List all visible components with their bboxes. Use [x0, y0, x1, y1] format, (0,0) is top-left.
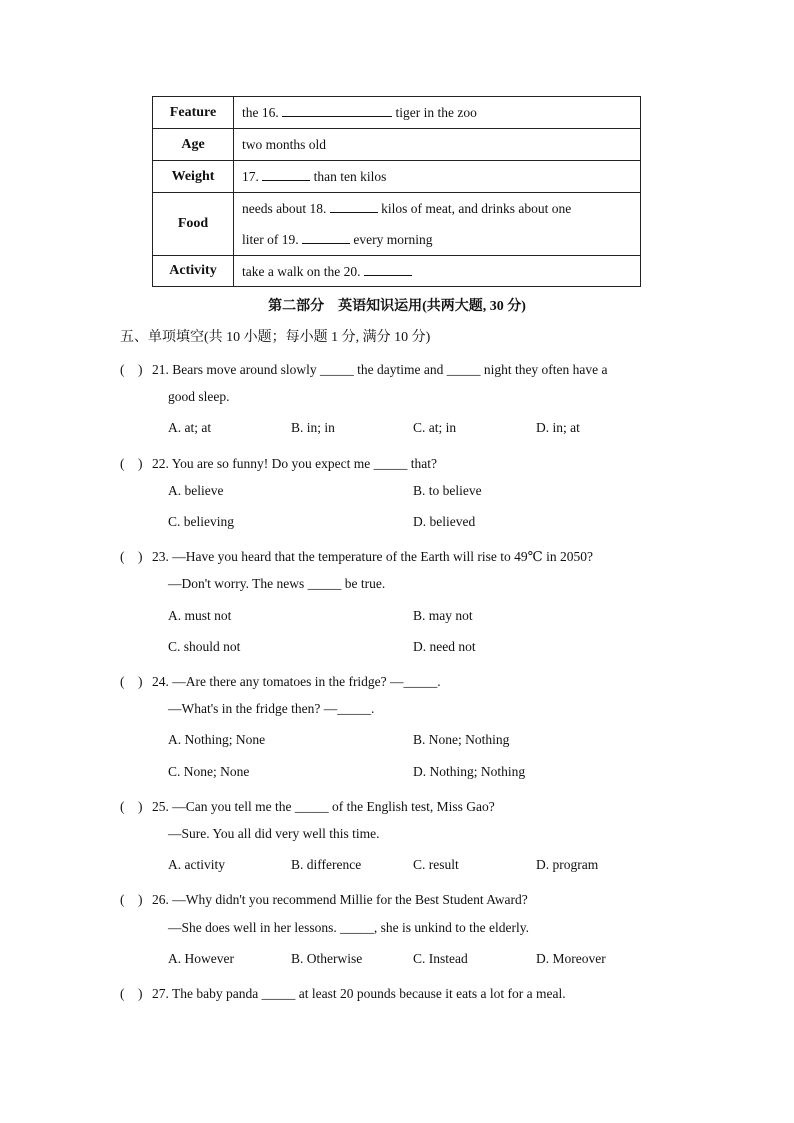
option-d[interactable]: D. in; at — [536, 420, 580, 435]
question-stem: 22. You are so funny! Do you expect me _____ that? — [152, 456, 437, 471]
option-a[interactable]: A. at; at — [168, 420, 212, 435]
answer-blank-17[interactable] — [262, 168, 310, 181]
option-c[interactable]: C. at; in — [413, 420, 457, 435]
question-26 — [120, 888, 528, 908]
option-a[interactable]: A. must not — [168, 608, 232, 623]
value-text: than ten kilos — [310, 169, 387, 184]
question-stem: 25. —Can you tell me the _____ of the English test, Miss Gao? — [152, 799, 495, 814]
option-d[interactable]: D. program — [536, 857, 599, 872]
question-stem-cont: —Don't worry. The news _____ be true. — [168, 576, 386, 591]
option-d[interactable]: D. need not — [413, 639, 476, 654]
table-row — [153, 256, 641, 287]
panda-feature-table — [152, 96, 641, 287]
value-text: take a walk on the 20. — [242, 263, 364, 279]
question-25 — [120, 795, 495, 815]
answer-paren[interactable]: ( ) — [120, 799, 143, 814]
option-d[interactable]: D. believed — [413, 514, 476, 529]
option-d[interactable]: D. Nothing; Nothing — [413, 764, 526, 779]
option-c[interactable]: C. None; None — [168, 764, 250, 779]
value-text: 17. — [242, 169, 263, 184]
row-key: Age — [153, 129, 234, 161]
option-c[interactable]: C. should not — [168, 639, 241, 654]
value-text: every morning — [350, 232, 433, 247]
answer-blank-18[interactable] — [330, 200, 378, 213]
option-c[interactable]: C. Instead — [413, 951, 468, 966]
option-c[interactable]: C. believing — [168, 514, 234, 529]
answer-blank-19[interactable] — [302, 231, 350, 244]
question-stem-cont: good sleep. — [168, 389, 230, 404]
answer-paren[interactable]: ( ) — [120, 362, 143, 377]
option-b[interactable]: B. None; Nothing — [413, 732, 510, 747]
value-text: liter of 19. — [242, 232, 302, 247]
row-value — [234, 97, 641, 129]
option-b[interactable]: B. to believe — [413, 483, 482, 498]
option-a[interactable]: A. However — [168, 951, 234, 966]
answer-paren[interactable]: ( ) — [120, 456, 143, 471]
part-title: 第二部分 英语知识运用(共两大题, 30 分) — [268, 299, 526, 314]
option-a[interactable]: A. Nothing; None — [168, 732, 266, 747]
option-b[interactable]: B. may not — [413, 608, 473, 623]
table-row — [153, 161, 641, 193]
option-c[interactable]: C. result — [413, 857, 459, 872]
question-stem: 24. —Are there any tomatoes in the fridge? —_____. — [152, 674, 441, 689]
table-row — [153, 193, 641, 256]
option-a[interactable]: A. activity — [168, 857, 225, 872]
option-a[interactable]: A. believe — [168, 483, 224, 498]
option-d[interactable]: D. Moreover — [536, 951, 606, 966]
answer-paren[interactable]: ( ) — [120, 892, 143, 907]
section-title: 五、单项填空(共 10 小题；每小题 1 分, 满分 10 分) — [120, 330, 431, 345]
option-b[interactable]: B. Otherwise — [291, 951, 363, 966]
question-22 — [120, 452, 437, 472]
question-21 — [120, 358, 608, 378]
question-23 — [120, 545, 593, 565]
row-value — [234, 161, 641, 193]
answer-blank-16[interactable] — [282, 104, 392, 117]
question-stem: 23. —Have you heard that the temperature of the Earth will rise to 49℃ in 2050? — [152, 549, 593, 564]
row-value — [234, 193, 641, 256]
answer-paren[interactable]: ( ) — [120, 674, 143, 689]
value-text: needs about 18. — [242, 201, 330, 216]
row-key: Activity — [153, 256, 234, 287]
question-stem-cont: —Sure. You all did very well this time. — [168, 826, 380, 841]
question-24 — [120, 670, 441, 690]
question-stem-cont: —What's in the fridge then? —_____. — [168, 701, 375, 716]
answer-blank-20[interactable] — [364, 263, 412, 276]
question-stem: 26. —Why didn't you recommend Millie for the Best Student Award? — [152, 892, 528, 907]
value-text: kilos of meat, and drinks about one — [377, 201, 572, 216]
value-text: the 16. — [242, 105, 283, 120]
option-b[interactable]: B. difference — [291, 857, 362, 872]
row-key: Food — [153, 193, 234, 256]
option-b[interactable]: B. in; in — [291, 420, 335, 435]
table-row — [153, 129, 641, 161]
answer-paren[interactable]: ( ) — [120, 549, 143, 564]
question-stem: 21. Bears move around slowly _____ the daytime and _____ night they often have a — [152, 362, 608, 377]
question-stem: 27. The baby panda _____ at least 20 pounds because it eats a lot for a meal. — [152, 986, 566, 1001]
answer-paren[interactable]: ( ) — [120, 986, 143, 1001]
question-27 — [120, 982, 566, 1002]
row-key: Weight — [153, 161, 234, 193]
row-value: two months old — [234, 129, 641, 161]
value-text: tiger in the zoo — [392, 105, 477, 120]
row-value — [234, 256, 641, 287]
question-stem-cont: —She does well in her lessons. _____, she is unkind to the elderly. — [168, 920, 529, 935]
row-key: Feature — [153, 97, 234, 129]
table-row — [153, 97, 641, 129]
